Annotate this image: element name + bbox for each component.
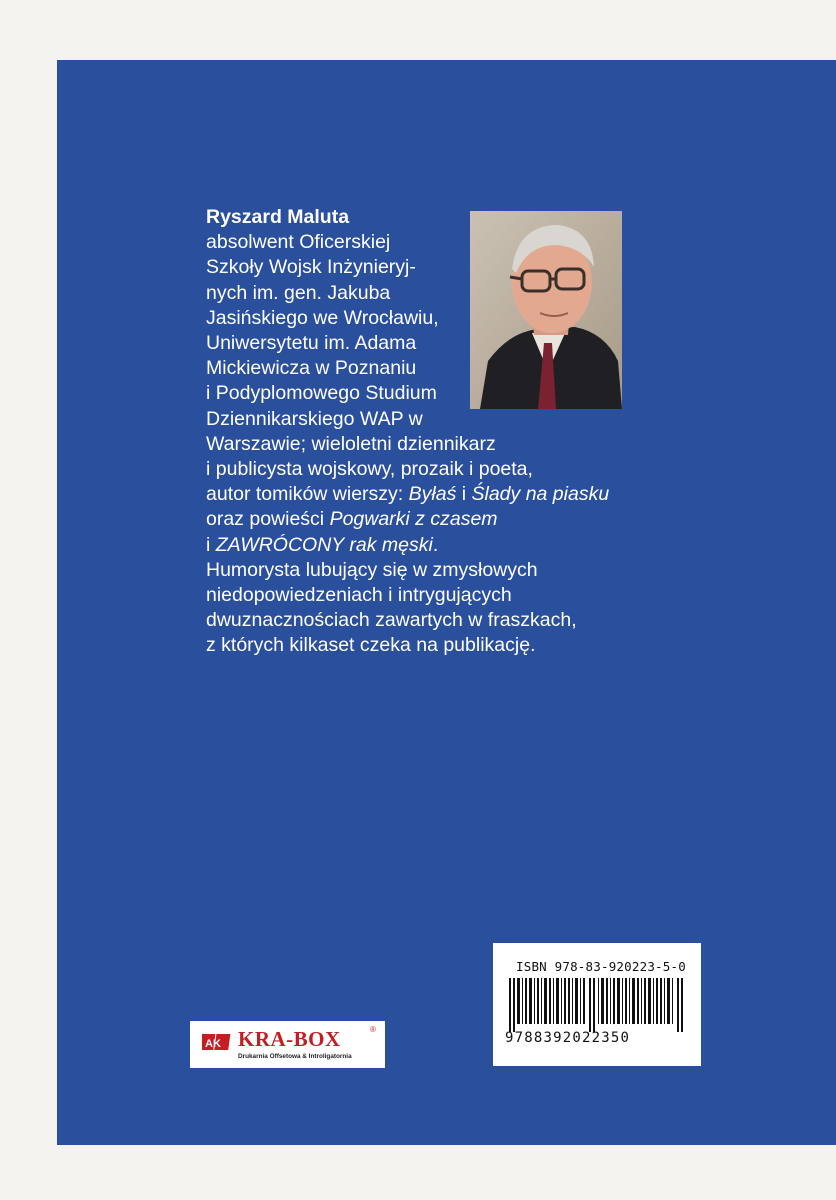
isbn-barcode-box [493, 943, 701, 1066]
isbn-label: ISBN 978-83-920223-5-0 [516, 959, 686, 974]
bio-line: Dziennikarskiego WAP w [206, 407, 423, 430]
novels-line: i ZAWRÓCONY rak męski. [206, 533, 439, 556]
bio-line: Szkoły Wojsk Inżynieryj- [206, 256, 416, 279]
publisher-tagline: Drukarnia Offsetowa & Introligatornia [238, 1053, 352, 1060]
humor-line: z których kilkaset czeka na publikację. [206, 634, 536, 657]
registered-mark: ® [370, 1025, 376, 1034]
logo-mark-text: AK [205, 1038, 221, 1050]
isbn-digits: 9788392022350 [505, 1030, 631, 1046]
publisher-logo [190, 1021, 385, 1068]
bio-line: Jasińskiego we Wrocławiu, [206, 306, 439, 329]
bio-line: absolwent Oficerskiej [206, 231, 391, 254]
book-title: Ślady na piasku [471, 483, 610, 506]
novel-title: ZAWRÓCONY rak męski [215, 533, 433, 556]
bio-line: Uniwersytetu im. Adama [206, 332, 417, 355]
humor-line: niedopowiedzeniach i intrygujących [206, 584, 512, 607]
bio-line: Mickiewicza w Poznaniu [206, 357, 417, 380]
author-portrait-illustration [470, 211, 622, 409]
publisher-name: KRA-BOX [238, 1027, 341, 1051]
bio-line: i Podyplomowego Studium [206, 382, 437, 405]
kra-box-logo-icon [202, 1030, 232, 1054]
books-line: autor tomików wierszy: Byłaś i Ślady na piasku [206, 483, 610, 506]
barcode-icon [509, 978, 685, 1032]
humor-line: Humorysta lubujący się w zmysłowych [206, 558, 538, 581]
author-photo [470, 211, 622, 409]
author-name: Ryszard Maluta [206, 206, 350, 228]
bio-line: nych im. gen. Jakuba [206, 281, 391, 304]
bio-line: Warszawie; wieloletni dziennikarz [206, 432, 496, 455]
bio-line: i publicysta wojskowy, prozaik i poeta, [206, 458, 533, 481]
novels-line: oraz powieści Pogwarki z czasem [206, 508, 498, 531]
humor-line: dwuznacznościach zawartych w fraszkach, [206, 609, 577, 632]
novel-title: Pogwarki z czasem [329, 508, 498, 531]
book-title: Byłaś [408, 483, 457, 506]
